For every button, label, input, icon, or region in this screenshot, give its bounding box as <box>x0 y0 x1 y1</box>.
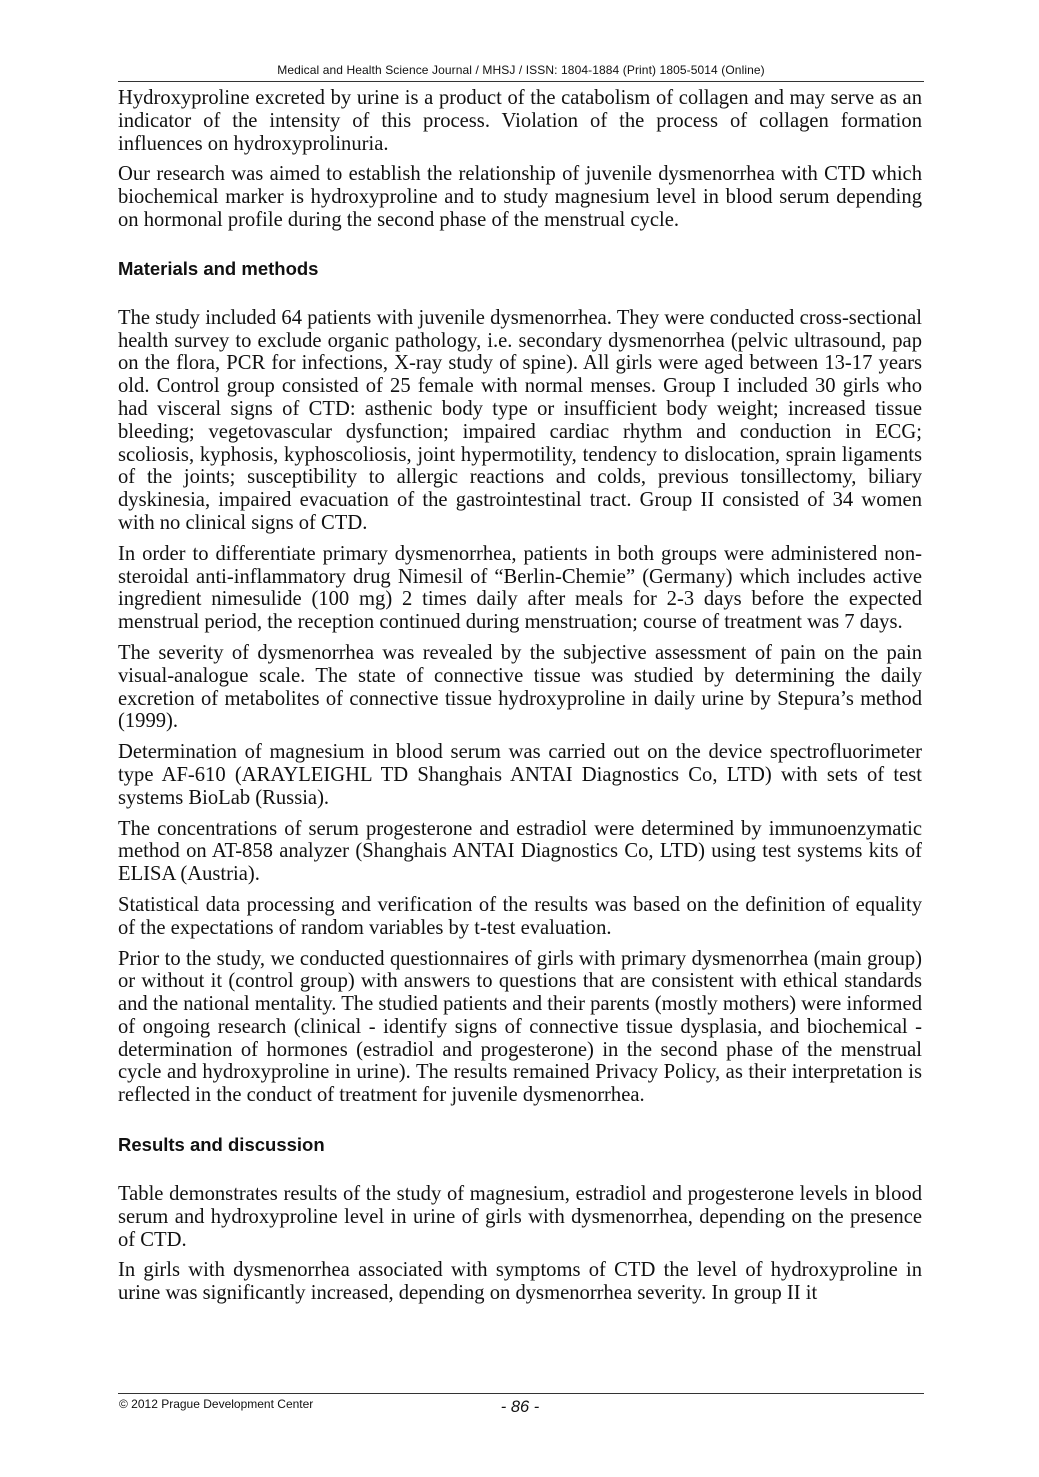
body-paragraph: In girls with dysmenorrhea associated with symptoms of CTD the level of hydroxyproline in urine was significantly increased, depending on dysmenorrhea severity. In group II it <box>118 1259 922 1305</box>
footer-copyright: © 2012 Prague Development Center <box>119 1397 314 1411</box>
body-paragraph: Determination of magnesium in blood serum was carried out on the device spectrofluorimeter type AF-610 (ARAYLEIGHL TD Shanghais ANTAI Diagnostics Co, LTD) with sets of test systems BioLab (Russia). <box>118 741 922 809</box>
body-paragraph: Prior to the study, we conducted questionnaires of girls with primary dysmenorrhea (main group) or without it (control group) with answers to questions that are consistent with ethical standards and the national mentality. The studied patients and their parents (mostly mothers) were informed of ongoing research (clinical - identify signs of connective tissue dysplasia, and biochemical - determination of hormones (estradiol and progesterone) in the second phase of the menstrual cycle and hydroxyproline in urine). The results remained Privacy Policy, as their interpretation is reflected in the conduct of treatment for juvenile dysmenorrhea. <box>118 947 922 1107</box>
intro-paragraph: Our research was aimed to establish the relationship of juvenile dysmenorrhea with CTD which biochemical marker is hydroxyproline and to study magnesium level in blood serum depending on hormonal profile during the second phase of the menstrual cycle. <box>118 163 922 231</box>
body-paragraph: Table demonstrates results of the study of magnesium, estradiol and progesterone levels in blood serum and hydroxyproline level in urine of girls with dysmenorrhea, depending on the presence of CTD. <box>118 1183 922 1251</box>
article-body <box>118 87 922 1313</box>
body-paragraph: In order to differentiate primary dysmenorrhea, patients in both groups were administered non-steroidal anti-inflammatory drug Nimesil of “Berlin-Chemie” (Germany) which includes active ingredient nimesulide (100 mg) 2 times daily after meals for 2-3 days before the expected menstrual period, the reception continued during menstruation; course of treatment was 7 days. <box>118 542 922 634</box>
section-heading-results: Results and discussion <box>118 1134 325 1156</box>
running-header: Medical and Health Science Journal / MHSJ / ISSN: 1804-1884 (Print) 1805-5014 (Online) <box>277 63 765 77</box>
header-rule <box>118 81 924 82</box>
body-paragraph: The concentrations of serum progesterone and estradiol were determined by immunoenzymatic method on AT-858 analyzer (Shanghais ANTAI Diagnostics Co, LTD) using test systems kits of ELISA (Austria). <box>118 817 922 886</box>
section-heading-materials: Materials and methods <box>118 257 319 279</box>
body-paragraph: The study included 64 patients with juvenile dysmenorrhea. They were conducted cross-sectional health survey to exclude organic pathology, i.e. secondary dysmenorrhea (pelvic ultrasound, pap on the flora, PCR for infections, X-ray study of spine). All girls were aged between 13-17 years old. Control group consisted of 25 female with normal menses. Group I included 30 girls who had visceral signs of CTD: asthenic body type or insufficient body weight; increased tissue bleeding; vegetovascular dysfunction; impaired cardiac rhythm and conduction in ECG; scoliosis, kyphosis, kyphoscoliosis, joint hypermotility, tendency to dislocation, sprain ligaments of the joints; susceptibility to allergic reactions and colds, previous tonsillectomy, biliary dyskinesia, impaired evacuation of the gastrointestinal tract. Group II consisted of 34 women with no clinical signs of CTD. <box>118 306 922 534</box>
footer-rule <box>118 1393 924 1394</box>
intro-paragraph: Hydroxyproline excreted by urine is a product of the catabolism of collagen and may serve as an indicator of the intensity of this process. Violation of the process of collagen formation influences on hydroxyprolinuria. <box>118 87 922 155</box>
page-number: - 86 - <box>500 1398 540 1416</box>
body-paragraph: The severity of dysmenorrhea was revealed by the subjective assessment of pain on the pain visual-analogue scale. The state of connective tissue was studied by determining the daily excretion of metabolites of connective tissue hydroxyproline in daily urine by Stepura’s method (1999). <box>118 641 922 733</box>
body-paragraph: Statistical data processing and verification of the results was based on the definition of equality of the expectations of random variables by t-test evaluation. <box>118 893 922 939</box>
